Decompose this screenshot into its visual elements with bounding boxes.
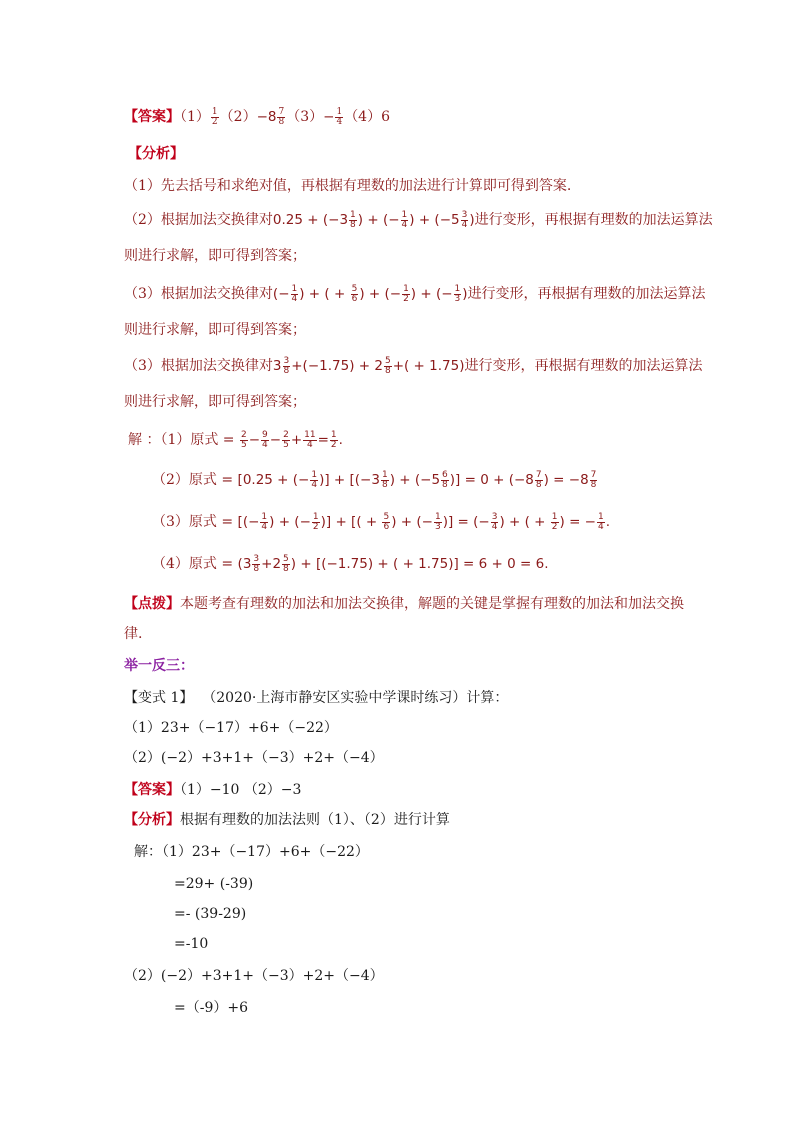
answer-line-1: 【答案】（1） $\frac{1}{2}$ （2）−8 $\frac{7}{8}$ （3）− $\frac{1}{4}$ （4）6 [124,106,391,127]
point-line-1: 【点拨】本题考查有理数的加法和加法交换律，解题的关键是掌握有理数的加法和加法交换 [124,596,684,612]
analysis-line-5: 则进行求解，即可得到答案； [124,322,306,338]
fraction: $\frac{1}{4}$ [336,106,343,127]
variant-question-2: （2）(−2）+3+1+（−3）+2+（−4） [124,750,384,766]
solution2-line-5: （2）(−2）+3+1+（−3）+2+（−4） [124,968,384,984]
fraction: $\frac{1}{2}$ [211,106,218,127]
variant-line: 【变式 1】 （2020·上海市静安区实验中学课时练习）计算： [124,690,509,706]
analysis-line-3: 则进行求解，即可得到答案； [124,248,306,264]
solution-line-3: （3）原式 = [(− $\frac{1}{4}$ ) + (− $\frac{1}{2}$ )] + [( + $\frac{5}{6}$ ) + (− $\frac{1}{3}$ )] = (− $\frac{3}{4}$ ) + ( + $\frac{1}{2}$ ) = − $\frac{1}{4}$ . [152,511,611,532]
analysis-line-4: （3）根据加法交换律对(− $\frac{1}{4}$ ) + ( + $\frac{5}{6}$ ) + (− $\frac{1}{2}$ ) + (− $\frac{1}{3}$ )进行变形，再根据有理数的加法运算法 [124,283,706,304]
solution2-line-1: 解：（1）23+（−17）+6+（−22） [134,844,369,860]
analysis-line-7: 则进行求解，即可得到答案； [124,394,306,410]
solution2-line-3: =- (39-29) [174,906,247,922]
analysis-heading: 【分析】 [128,146,184,162]
analysis-line-2: （2）根据加法交换律对0.25 + (−3 $\frac{1}{8}$ ) + (− $\frac{1}{4}$ ) + (−5 $\frac{3}{4}$ )进行变形，再根据有理数的加法运算法 [124,209,713,230]
point-line-2: 律. [124,626,143,642]
solution2-line-6: =（-9）+6 [174,1000,249,1016]
solution-line-4: （4）原式 = (3 $\frac{3}{8}$ +2 $\frac{5}{8}$ ) + [(−1.75) + ( + 1.75)] = 6 + 0 = 6. [152,553,549,574]
solution-line-2: （2）原式 = [0.25 + (− $\frac{1}{4}$ )] + [(−3 $\frac{1}{8}$ ) + (−5 $\frac{6}{8}$ )] = 0 + (−8 $\frac{7}{8}$ ) = −8 $\frac{7}{8}$ [152,469,597,490]
analysis-line-1: （1）先去括号和求绝对值，再根据有理数的加法进行计算即可得到答案. [124,178,572,194]
fraction: $\frac{7}{8}$ [278,106,285,127]
analysis-line-6: （3）根据加法交换律对3 $\frac{3}{8}$ +(−1.75) + 2 $\frac{5}{8}$ +( + 1.75)进行变形，再根据有理数的加法运算法 [124,355,703,376]
answer-line-2: 【答案】（1）−10 （2）−3 [124,782,302,798]
solution2-line-4: =-10 [174,936,209,952]
answer-tag: 【答案】 [124,109,180,125]
section-title: 举一反三： [124,658,194,674]
variant-question-1: （1）23+（−17）+6+（−22） [124,720,338,736]
solution2-line-2: =29+ (-39) [174,876,254,892]
analysis2-line: 【分析】根据有理数的加法法则（1）、（2）进行计算 [124,812,450,828]
solution-line-1: 解 ：（1）原式 = $\frac{2}{5}$ − $\frac{9}{4}$ − $\frac{2}{5}$ + $\frac{11}{4}$ = $\frac{1}{2}$ . [128,429,343,450]
